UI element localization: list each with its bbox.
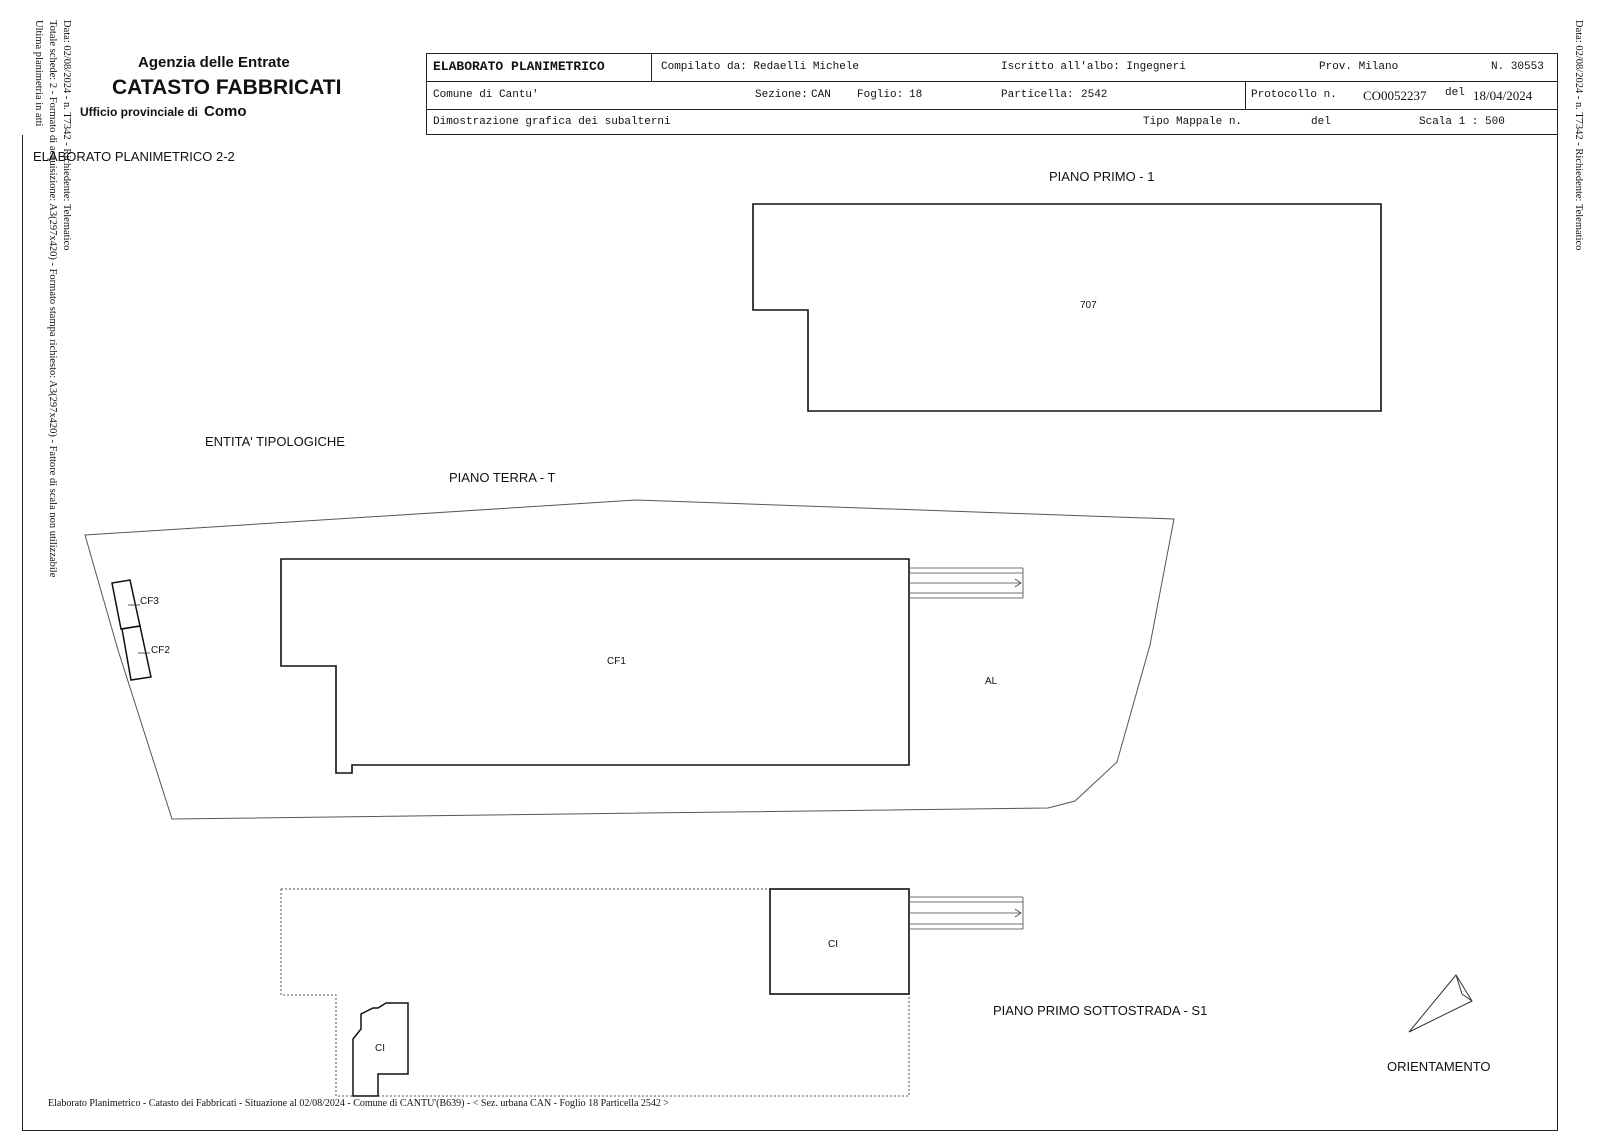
- protocol-date-label: del: [1445, 87, 1465, 99]
- map-type-date-label: del: [1311, 116, 1331, 128]
- unit-cf1-label: CF1: [607, 656, 626, 667]
- protocol-label: Protocollo n.: [1251, 89, 1337, 101]
- protocol-value: CO0052237: [1363, 88, 1427, 103]
- basement-title: PIANO PRIMO SOTTOSTRADA - S1: [993, 1003, 1208, 1018]
- first-floor-title: PIANO PRIMO - 1: [1049, 169, 1155, 184]
- unit-707-label: 707: [1080, 300, 1097, 311]
- parcel-label: Particella:: [1001, 89, 1074, 101]
- ramp-basement: [909, 897, 1023, 929]
- unit-ci-small-label: CI: [375, 1043, 385, 1054]
- sheet-value: 18: [909, 89, 923, 101]
- side-info-line3: Ultima planimetria in atti: [33, 20, 44, 127]
- sheet-label: ELABORATO PLANIMETRICO 2-2: [33, 149, 235, 164]
- ground-floor-title: PIANO TERRA - T: [449, 470, 556, 485]
- description: Dimostrazione grafica dei subalterni: [433, 116, 671, 128]
- municipality: Comune di Cantu': [433, 89, 539, 101]
- entities-label: ENTITA' TIPOLOGICHE: [205, 434, 345, 449]
- side-info-line2: Totale schede: 2 - Formato di acquisizione: A3(297x420) - Formato stampa richiesto: A3(297x420) - Fattore di scala non utilizzabile: [47, 20, 58, 578]
- ramp-ground: [909, 568, 1023, 598]
- registration-number: N. 30553: [1491, 61, 1544, 73]
- agency-department: CATASTO FABBRICATI: [112, 76, 342, 99]
- orientation-label: ORIENTAMENTO: [1387, 1059, 1491, 1074]
- agency-name: Agenzia delle Entrate: [138, 54, 290, 71]
- office-city: Como: [204, 103, 247, 120]
- register: Iscritto all'albo: Ingegneri: [1001, 61, 1186, 73]
- side-info-line1: Data: 02/08/2024 - n. T7342 - Richiedente: Telematico: [61, 20, 72, 251]
- scale: Scala 1 : 500: [1419, 116, 1505, 128]
- unit-ci-main-outline: [770, 889, 909, 994]
- side-info-right: Data: 02/08/2024 - n. T7342 - Richiedente: Telematico: [1573, 20, 1584, 251]
- province: Prov. Milano: [1319, 61, 1399, 73]
- unit-al-label: AL: [985, 676, 998, 687]
- compiled-by: Compilato da: Redaelli Michele: [661, 61, 860, 73]
- unit-ci-main-label: CI: [828, 939, 838, 950]
- lot-outline: [85, 500, 1174, 819]
- parcel-value: 2542: [1081, 89, 1108, 101]
- sheet-label: Foglio:: [857, 89, 904, 101]
- protocol-date: 18/04/2024: [1473, 88, 1533, 103]
- section-label: Sezione:: [755, 89, 808, 101]
- section-value: CAN: [811, 89, 831, 101]
- unit-cf1-outline: [281, 559, 909, 773]
- map-type-label: Tipo Mappale n.: [1143, 116, 1243, 128]
- unit-707-outline: [753, 204, 1381, 411]
- footer-note: Elaborato Planimetrico - Catasto dei Fabbricati - Situazione al 02/08/2024 - Comune di CANTU'(B639) - < Sez. urbana CAN - Foglio 18 Particella 2542 >: [48, 1098, 670, 1109]
- unit-cf3-label: CF3: [140, 596, 159, 607]
- north-arrow-icon: [1409, 975, 1472, 1032]
- header-title: ELABORATO PLANIMETRICO: [433, 59, 605, 74]
- basement-boundary: [281, 889, 909, 1096]
- unit-cf3-outline: [112, 580, 140, 629]
- office-label: Ufficio provinciale di: [80, 105, 199, 119]
- unit-cf2-label: CF2: [151, 645, 170, 656]
